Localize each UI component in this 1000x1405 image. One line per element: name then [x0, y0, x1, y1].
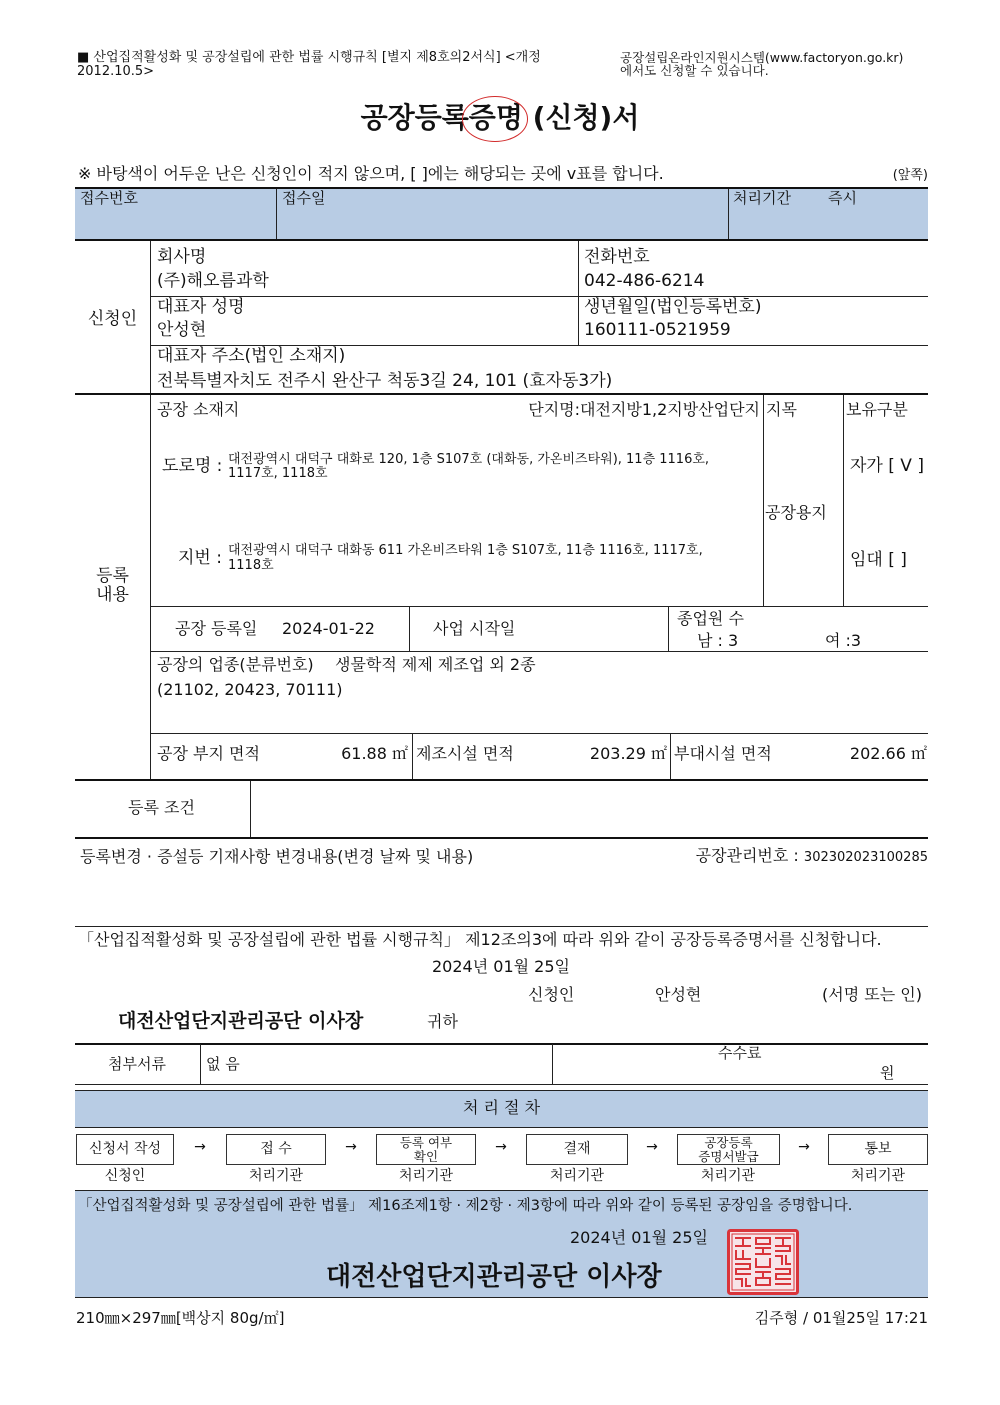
paper-spec: 210㎜×297㎜[백상지 80g/㎡]: [76, 1309, 285, 1327]
land-type-value: 공장용지: [765, 503, 827, 522]
certification-date: 2024년 01월 25일: [570, 1228, 708, 1247]
rule-line: [75, 187, 928, 189]
rule-line: [150, 651, 928, 652]
ownership-owned-checkbox: 자가 [ V ]: [850, 456, 924, 476]
rule-line: [843, 395, 844, 606]
rule-line: [412, 733, 413, 779]
fee-unit: 원: [880, 1064, 895, 1082]
processing-period-label: 처리기간: [733, 189, 791, 207]
rule-line: [75, 239, 928, 241]
issuing-authority: 대전산업단지관리공단 이사장: [326, 1262, 662, 1292]
process-step-label: 결재: [563, 1141, 591, 1158]
applicant-sign-name: 안성현: [655, 985, 702, 1004]
address-value: 전북특별자치도 전주시 완산구 척동3길 24, 101 (효자동3가): [157, 371, 613, 391]
aux-area-label: 부대시설 면적: [674, 744, 772, 763]
rule-line: [200, 1044, 201, 1084]
online-system-note-2: 에서도 신청할 수 있습니다.: [620, 63, 769, 78]
lot-address-line2: 1118호: [228, 558, 274, 573]
process-title: 처 리 절 차: [462, 1098, 541, 1117]
rule-line: [668, 606, 669, 651]
process-actor: 처리기관: [398, 1168, 454, 1184]
receipt-number-label: 접수번호: [80, 189, 138, 207]
lot-address-line1: 대전광역시 대덕구 대화동 611 가온비즈타워 1층 S107호, 11층 1116호, 1117호,: [228, 543, 703, 558]
rule-line: [250, 781, 251, 837]
process-step: [76, 1134, 174, 1165]
process-actor: 신청인: [104, 1168, 146, 1184]
lot-address-label: 지번 :: [178, 548, 222, 568]
certification-statement: 「산업집적활성화 및 공장설립에 관한 법률」 제16조제1항 · 제2항 · 제3항에 따라 위와 같이 등록된 공장임을 증명합니다.: [78, 1198, 853, 1214]
factory-id: [696, 846, 928, 866]
fee-label: 수수료: [718, 1044, 762, 1062]
birth-reg-label: 생년월일(법인등록번호): [584, 297, 762, 317]
conditions-label: 등록 조건: [128, 798, 195, 817]
company-label: 회사명: [157, 247, 207, 267]
process-step: [526, 1134, 628, 1165]
arrow-right-icon: →: [495, 1139, 507, 1155]
birth-reg-number: 160111-0521959: [584, 320, 731, 340]
process-step-label: 통보: [864, 1141, 892, 1158]
title-suffix: (신청)서: [522, 101, 640, 134]
form-reference: ■ 산업집적활성화 및 공장설립에 관한 법률 시행규칙 [별지 제8호의2서식] <개정: [77, 50, 541, 65]
road-address-line2: 1117호, 1118호: [228, 466, 328, 481]
attachments-value: 없 음: [206, 1055, 240, 1073]
factory-id-label: 공장관리번호 :: [695, 846, 804, 865]
rule-line: [75, 1090, 928, 1091]
land-type-label: 지목: [766, 400, 797, 419]
process-step-label: 공장등록: [704, 1135, 753, 1151]
process-actor: 처리기관: [850, 1168, 906, 1184]
recipient-suffix: 귀하: [427, 1012, 458, 1031]
rule-line: [75, 1297, 928, 1298]
rule-line: [728, 189, 729, 239]
process-step: [226, 1134, 326, 1165]
rule-line: [75, 1084, 928, 1085]
receipt-band: [75, 189, 928, 239]
online-system-note: 공장설립온라인지원시스템(www.factoryon.go.kr): [620, 50, 904, 65]
rule-line: [552, 1044, 553, 1084]
title-prefix: 공장등록: [360, 101, 469, 134]
registration-date-value: 2024-01-22: [282, 619, 375, 638]
mfg-area-value: 203.29 ㎡: [589, 744, 667, 763]
application-statement: 「산업집적활성화 및 공장설립에 관한 법률 시행규칙」 제12조의3에 따라 위와 같이 공장등록증명서를 신청합니다.: [78, 930, 882, 949]
ownership-label: 보유구분: [846, 400, 908, 419]
registration-date-label: 공장 등록일: [175, 619, 258, 638]
process-step: [376, 1134, 476, 1165]
address-label: 대표자 주소(법인 소재지): [157, 346, 346, 366]
process-step-label-2: 증명서발급: [698, 1148, 759, 1164]
rule-line: [75, 779, 928, 781]
rule-line: [276, 189, 277, 239]
rule-line: [150, 606, 928, 607]
rule-line: [150, 395, 151, 779]
process-step-label: 신청서 작성: [88, 1141, 162, 1158]
business-start-label: 사업 시작일: [433, 619, 516, 638]
site-area-label: 공장 부지 면적: [157, 744, 260, 763]
rule-line: [75, 926, 928, 927]
process-actor: 처리기관: [549, 1168, 605, 1184]
applicant-section-label: 신청인: [87, 309, 138, 329]
application-date: 2024년 01월 25일: [432, 957, 570, 976]
rule-line: [409, 606, 410, 651]
page-title: [0, 101, 1000, 135]
industry-codes: (21102, 20423, 70111): [157, 680, 343, 699]
recipient: 대전산업단지관리공단 이사장: [118, 1010, 364, 1032]
rule-line: [150, 241, 151, 393]
rule-line: [75, 1127, 928, 1128]
change-history-label: 등록변경 · 증설등 기재사항 변경내용(변경 날짜 및 내용): [80, 847, 474, 866]
road-address-line1: 대전광역시 대덕구 대화로 120, 1층 S107호 (대화동, 가온비즈타워), 11층 1116호,: [228, 452, 710, 467]
process-step: [677, 1134, 780, 1165]
representative-name: 안성현: [157, 320, 207, 340]
mfg-area-label: 제조시설 면적: [416, 744, 514, 763]
rule-line: [670, 733, 671, 779]
registration-section-label-2: 내용: [96, 585, 129, 605]
rule-line: [75, 393, 928, 395]
phone-label: 전화번호: [584, 247, 650, 267]
process-step: [828, 1134, 928, 1165]
title-circled-annotation: 증명: [468, 101, 523, 134]
process-actor: 처리기관: [700, 1168, 756, 1184]
representative-label: 대표자 성명: [157, 297, 245, 317]
rule-line: [150, 733, 928, 734]
processing-period-value: 즉시: [828, 189, 857, 207]
attachments-label: 첨부서류: [108, 1055, 166, 1073]
receipt-date-label: 접수일: [282, 189, 326, 207]
road-address-label: 도로명 :: [162, 456, 223, 476]
rule-line: [75, 837, 928, 839]
rule-line: [578, 241, 579, 345]
industry-label: 공장의 업종(분류번호): [157, 655, 314, 674]
process-step-label: 등록 여부: [399, 1135, 453, 1151]
phone-number: 042-486-6214: [584, 271, 705, 291]
rule-line: [150, 296, 928, 297]
arrow-right-icon: →: [646, 1139, 658, 1155]
employees-label: 종업원 수: [677, 609, 744, 628]
industrial-complex-name: 단지명:대전지방1,2지방산업단지: [528, 400, 760, 419]
registration-section-label: 등록: [96, 566, 129, 586]
rule-line: [75, 1043, 928, 1045]
form-notice: ※ 바탕색이 어두운 난은 신청인이 적지 않으며, [ ]에는 해당되는 곳에 v표를 합니다.: [78, 164, 664, 183]
company-name: (주)해오름과학: [157, 271, 269, 291]
arrow-right-icon: →: [798, 1139, 810, 1155]
form-reference-date: 2012.10.5>: [77, 64, 155, 79]
page-side-label: (앞쪽): [892, 168, 928, 183]
sign-hint: (서명 또는 인): [822, 985, 922, 1004]
rule-line: [75, 1190, 928, 1191]
ownership-leased-checkbox: 임대 [ ]: [850, 550, 907, 570]
site-area-value: 61.88 ㎡: [341, 744, 408, 763]
arrow-right-icon: →: [194, 1139, 206, 1155]
employees-female: 여 :3: [825, 631, 862, 650]
official-seal: [727, 1229, 799, 1295]
applicant-sign-label: 신청인: [528, 985, 575, 1004]
industry-value: 생물학적 제제 제조업 외 2종: [335, 655, 536, 674]
process-actor: 처리기관: [248, 1168, 304, 1184]
process-step-label-2: 확인: [413, 1148, 439, 1164]
aux-area-value: 202.66 ㎡: [849, 744, 927, 763]
issued-by: 김주형 / 01월25일 17:21: [754, 1309, 928, 1327]
arrow-right-icon: →: [345, 1139, 357, 1155]
process-step-label: 접 수: [260, 1141, 292, 1158]
rule-line: [763, 395, 764, 606]
location-label: 공장 소재지: [157, 400, 240, 419]
factory-id-value: 302302023100285: [803, 850, 928, 865]
employees-male: 남 : 3: [697, 631, 739, 650]
